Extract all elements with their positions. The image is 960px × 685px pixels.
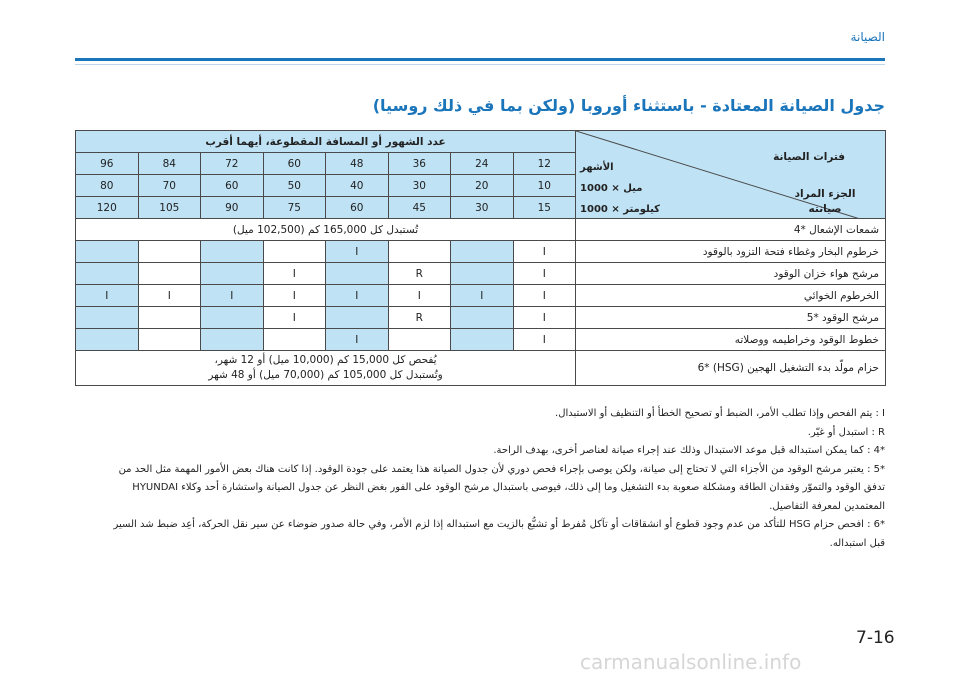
schedule-cell: I xyxy=(388,285,451,307)
schedule-cell: I xyxy=(326,329,389,351)
note-line: قبل استبداله. xyxy=(829,537,885,549)
schedule-cell xyxy=(76,241,139,263)
notes xyxy=(75,405,885,553)
schedule-cell: I xyxy=(513,329,576,351)
note-line: R : استبدل أو غيّر. xyxy=(807,426,885,438)
interval-value: 70 xyxy=(138,175,201,197)
schedule-cell: I xyxy=(76,285,139,307)
schedule-cell: I xyxy=(451,285,514,307)
part-label: خرطوم البخار وغطاء فتحة التزود بالوقود xyxy=(576,241,886,263)
span-text: تُستبدل كل 165,000 كم (102,500 ميل) xyxy=(232,223,419,236)
schedule-cell: I xyxy=(263,307,326,329)
corner-bottom-label: الجزء المراد صيانته xyxy=(794,188,856,215)
interval-value: 36 xyxy=(388,153,451,175)
maintenance-table xyxy=(75,130,886,386)
interval-value: 45 xyxy=(388,197,451,219)
schedule-cell xyxy=(451,241,514,263)
schedule-cell: I xyxy=(263,285,326,307)
note-line: تدفق الوقود والتموّر وفقدان الطاقة ومشكلة صعوبة بدء التشغيل وما إلى ذلك، فيوصى باستبدال مرشح الوقود على الفور بغض النظر عن جدول الصيانة واستشارة أحد وكلاء HYUNDAI xyxy=(132,482,885,493)
note-line: *4 : كما يمكن استبداله قبل موعد الاستبدال وذلك عند إجراء صيانة لعناصر أخرى، بهدف الراحة. xyxy=(493,445,885,456)
interval-value: 72 xyxy=(201,153,264,175)
interval-value: 30 xyxy=(388,175,451,197)
interval-value: 50 xyxy=(263,175,326,197)
schedule-cell xyxy=(76,307,139,329)
interval-value: 60 xyxy=(326,197,389,219)
interval-row-label: ميل × 1000 xyxy=(580,183,643,194)
schedule-cell xyxy=(138,263,201,285)
part-label: خطوط الوقود وخراطيمه ووصلاته xyxy=(576,329,886,351)
part-label: مرشح الوقود *5 xyxy=(576,307,886,329)
span-cell xyxy=(76,219,576,241)
interval-value: 10 xyxy=(513,175,576,197)
schedule-cell xyxy=(138,241,201,263)
schedule-cell: I xyxy=(513,307,576,329)
schedule-cell: I xyxy=(513,263,576,285)
part-label: حزام مولّد بدء التشغيل الهجين (HSG) *6 xyxy=(576,351,886,386)
schedule-cell: R xyxy=(388,263,451,285)
schedule-cell xyxy=(451,329,514,351)
schedule-cell xyxy=(388,329,451,351)
header-rule xyxy=(75,58,885,61)
schedule-cell xyxy=(451,263,514,285)
schedule-cell xyxy=(201,307,264,329)
schedule-cell xyxy=(326,307,389,329)
schedule-cell: I xyxy=(326,241,389,263)
schedule-cell: I xyxy=(513,241,576,263)
corner-cell xyxy=(576,131,886,219)
corner-top-label: فترات الصيانة xyxy=(773,151,846,163)
interval-value: 75 xyxy=(263,197,326,219)
interval-value: 48 xyxy=(326,153,389,175)
part-label: الخرطوم الخوائي xyxy=(576,285,886,307)
interval-value: 60 xyxy=(263,153,326,175)
schedule-cell xyxy=(76,329,139,351)
schedule-cell xyxy=(76,263,139,285)
note-line: المعتمدين لمعرفة التفاصيل. xyxy=(769,500,885,512)
interval-value: 80 xyxy=(76,175,139,197)
schedule-cell: I xyxy=(326,285,389,307)
section-header: الصيانة xyxy=(850,30,885,44)
interval-value: 90 xyxy=(201,197,264,219)
interval-row-label: الأشهر xyxy=(580,162,614,173)
interval-value: 20 xyxy=(451,175,514,197)
schedule-cell xyxy=(138,307,201,329)
note-line: I : يتم الفحص وإذا تطلب الأمر، الضبط أو تصحيح الخطأ أو التنظيف أو الاستبدال. xyxy=(555,408,885,419)
interval-value: 24 xyxy=(451,153,514,175)
schedule-cell: I xyxy=(263,263,326,285)
schedule-cell: I xyxy=(138,285,201,307)
interval-value: 84 xyxy=(138,153,201,175)
schedule-cell xyxy=(201,241,264,263)
span-text-2: وتُستبدل كل 105,000 كم (70,000 ميل) أو 48 شهر xyxy=(208,369,443,381)
part-label: شمعات الإشعال *4 xyxy=(576,219,886,241)
schedule-cell xyxy=(201,329,264,351)
interval-value: 30 xyxy=(451,197,514,219)
note-line: *5 : يعتبر مرشح الوقود من الأجزاء التي لا تحتاج إلى صيانة، ولكن يوصى بإجراء فحص دوري لأن جدول الصيانة هذا يعتمد على جودة الوقود. إذا كانت هناك بعض الأمور المهمة مثل الحد من xyxy=(118,463,885,475)
schedule-cell: I xyxy=(201,285,264,307)
interval-value: 120 xyxy=(76,197,139,219)
interval-value: 96 xyxy=(76,153,139,175)
interval-value: 40 xyxy=(326,175,389,197)
span-cell xyxy=(76,351,576,386)
interval-row-label: كيلومتر × 1000 xyxy=(580,204,660,215)
interval-value: 15 xyxy=(513,197,576,219)
table-head: عدد الشهور أو المسافة المقطوعة، أيهما أقرب xyxy=(76,131,576,153)
interval-value: 12 xyxy=(513,153,576,175)
span-text: يُفحص كل 15,000 كم (10,000 ميل) أو 12 شهر، xyxy=(214,354,437,366)
schedule-cell xyxy=(388,241,451,263)
schedule-cell xyxy=(326,263,389,285)
watermark: carmanualsonline.info xyxy=(580,650,802,674)
schedule-cell xyxy=(263,241,326,263)
interval-value: 105 xyxy=(138,197,201,219)
schedule-cell xyxy=(451,307,514,329)
part-label: مرشح هواء خزان الوقود xyxy=(576,263,886,285)
page-number: 7-16 xyxy=(856,628,895,648)
schedule-cell xyxy=(201,263,264,285)
schedule-cell: I xyxy=(513,285,576,307)
header-rule-thin xyxy=(75,64,885,65)
schedule-cell: R xyxy=(388,307,451,329)
page-title: جدول الصيانة المعتادة - باستثناء أوروبا (ولكن بما في ذلك روسيا) xyxy=(372,96,885,115)
note-line: *6 : افحص حزام HSG للتأكد من عدم وجود قطوع أو انشقاقات أو تآكل مُفرط أو تشبُّع بالزيت مع استبداله إذا لزم الأمر، وفي حالة صدور ضوضاء عن سير نقل الحركة، أعِد ضبط شد السير xyxy=(113,519,885,530)
interval-value: 60 xyxy=(201,175,264,197)
schedule-cell xyxy=(138,329,201,351)
schedule-cell xyxy=(263,329,326,351)
